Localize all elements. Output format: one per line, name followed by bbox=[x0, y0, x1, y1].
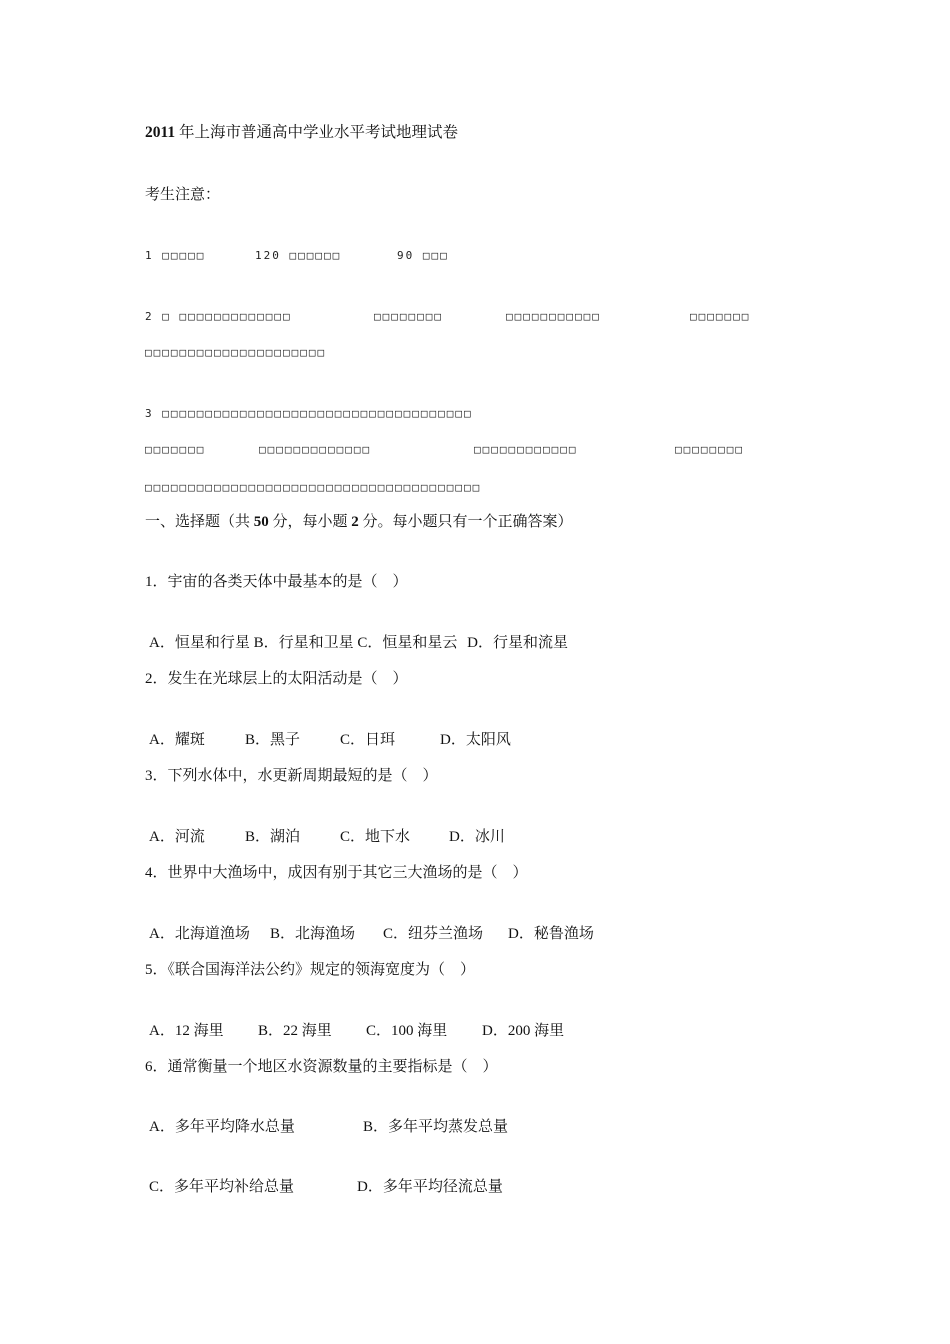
q3-option-b: B．湖泊 bbox=[245, 829, 301, 845]
note-3-part-3: □□□□□□□□□□□□ bbox=[474, 443, 578, 456]
note-3-line-3: □□□□□□□□□□□□□□□□□□□□□□□□□□□□□□□□□□□□□□□ bbox=[145, 481, 482, 494]
q2-option-c: C．日珥 bbox=[340, 732, 396, 748]
q4-option-b: B．北海渔场 bbox=[270, 926, 356, 942]
note-2-line-2: □□□□□□□□□□□□□□□□□□□□□ bbox=[145, 346, 327, 359]
question-1-stem: 1．宇宙的各类天体中最基本的是（ ） bbox=[145, 574, 408, 590]
question-5-stem: 5．《联合国海洋法公约》规定的领海宽度为（ ） bbox=[145, 962, 476, 978]
q2-option-d: D．太阳风 bbox=[440, 732, 511, 748]
q6-option-d: D．多年平均径流总量 bbox=[357, 1179, 503, 1195]
q5-option-c: C．100 海里 bbox=[366, 1023, 448, 1039]
section-each-score: 2 bbox=[351, 514, 359, 530]
note-3-part-1: □□□□□□□ bbox=[145, 443, 206, 456]
q2-option-b: B．黑子 bbox=[245, 732, 301, 748]
q6-option-c: C．多年平均补给总量 bbox=[149, 1179, 295, 1195]
page-title bbox=[145, 124, 458, 142]
note-2-part-3: □□□□□□□□□□□ bbox=[506, 310, 601, 323]
section-total-score: 50 bbox=[253, 514, 269, 530]
q5-option-d: D．200 海里 bbox=[482, 1023, 565, 1039]
note-3-part-4: □□□□□□□□ bbox=[675, 443, 744, 456]
note-1-part-2: 120 □□□□□□ bbox=[255, 249, 342, 262]
q4-option-c: C．纽芬兰渔场 bbox=[383, 926, 484, 942]
section-mid: 分，每小题 bbox=[268, 514, 352, 530]
q1-option-b: B．行星和卫星 bbox=[253, 635, 354, 651]
q6-option-b: B．多年平均蒸发总量 bbox=[363, 1119, 509, 1135]
question-3-stem: 3．下列水体中，水更新周期最短的是（ ） bbox=[145, 768, 438, 784]
note-1-part-1: 1 □□□□□ bbox=[145, 249, 206, 262]
q6-option-a: A．多年平均降水总量 bbox=[149, 1119, 295, 1135]
question-2-stem: 2．发生在光球层上的太阳活动是（ ） bbox=[145, 671, 408, 687]
q1-option-c: C．恒星和星云 bbox=[357, 635, 458, 651]
note-3-part-2: □□□□□□□□□□□□□ bbox=[259, 443, 372, 456]
note-2-part-1: 2 □ □□□□□□□□□□□□□ bbox=[145, 310, 292, 323]
q1-option-a: A．恒星和行星 bbox=[149, 635, 250, 651]
title-year: 2011 bbox=[145, 124, 176, 141]
q5-option-a: A．12 海里 bbox=[149, 1023, 224, 1039]
note-2-part-2: □□□□□□□□ bbox=[374, 310, 443, 323]
section-prefix: 一、选择题（共 bbox=[145, 514, 254, 530]
section-suffix: 分。每小题只有一个正确答案） bbox=[358, 514, 573, 530]
q3-option-a: A．河流 bbox=[149, 829, 205, 845]
question-4-stem: 4．世界中大渔场中，成因有别于其它三大渔场的是（ ） bbox=[145, 865, 528, 881]
q3-option-c: C．地下水 bbox=[340, 829, 411, 845]
notice-heading: 考生注意： bbox=[145, 187, 221, 203]
q4-option-a: A．北海道渔场 bbox=[149, 926, 250, 942]
section-heading bbox=[145, 513, 573, 531]
q1-option-d: D．行星和流星 bbox=[467, 635, 568, 651]
note-1-part-3: 90 □□□ bbox=[397, 249, 449, 262]
q4-option-d: D．秘鲁渔场 bbox=[508, 926, 594, 942]
question-6-stem: 6．通常衡量一个地区水资源数量的主要指标是（ ） bbox=[145, 1059, 498, 1075]
note-2-part-4: □□□□□□□ bbox=[690, 310, 751, 323]
q5-option-b: B．22 海里 bbox=[258, 1023, 332, 1039]
q3-option-d: D．冰川 bbox=[449, 829, 505, 845]
title-text: 年上海市普通高中学业水平考试地理试卷 bbox=[175, 124, 459, 141]
question-1-options bbox=[149, 634, 568, 652]
note-3: 3 □□□□□□□□□□□□□□□□□□□□□□□□□□□□□□□□□□□□ bbox=[145, 407, 473, 420]
q2-option-a: A．耀斑 bbox=[149, 732, 205, 748]
